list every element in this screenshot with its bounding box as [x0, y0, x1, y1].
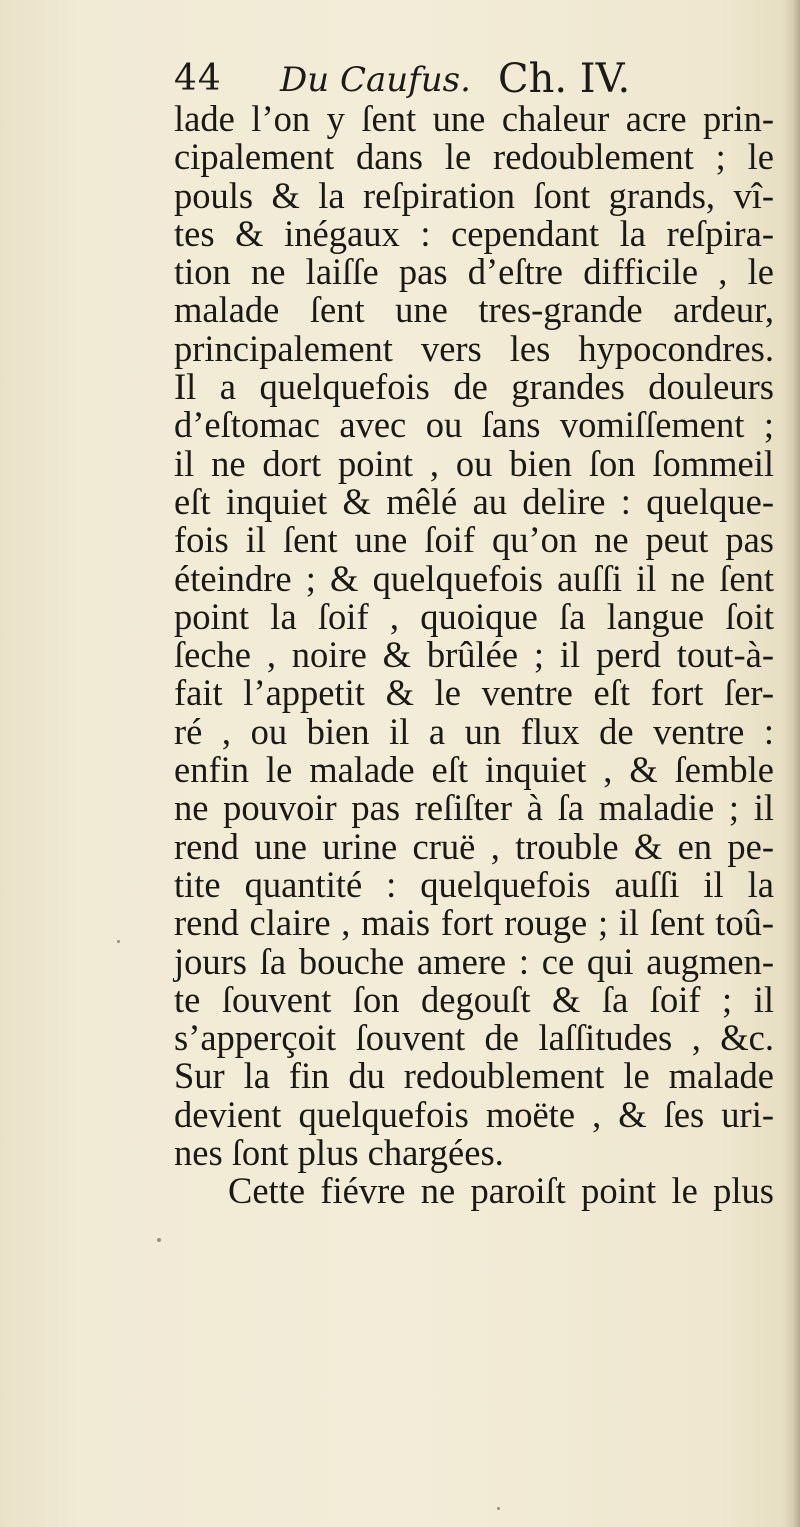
text-line: tite quantité : quelquefois auſſi il la: [174, 863, 774, 905]
ink-speck: [497, 1507, 500, 1510]
text-line: tes & inégaux : cependant la reſpira-: [174, 212, 774, 254]
text-line: point la ſoif , quoique ſa langue ſoit: [174, 595, 774, 637]
text-line: fois il ſent une ſoif qu’on ne peut pas: [174, 519, 774, 561]
text-line: Cette fiévre ne paroiſt point le plus: [228, 1170, 774, 1212]
chapter-label: Ch. IV.: [498, 56, 631, 102]
text-line: eſt inquiet & mêlé au delire : quelque-: [174, 480, 774, 522]
text-line: s’apperçoit ſouvent de laſſitudes , &c.: [174, 1017, 774, 1059]
running-title: Du Caufus.: [280, 60, 471, 100]
body-text: [174, 100, 774, 1211]
text-line: pouls & la reſpiration ſont grands, vî-: [174, 174, 774, 216]
text-line: te ſouvent ſon degouſt & ſa ſoif ; il: [174, 978, 774, 1020]
text-line: cipalement dans le redoublement ; le: [174, 136, 774, 178]
ink-speck: [117, 940, 120, 943]
text-line: fait l’appetit & le ventre eſt fort ſer-: [174, 672, 774, 714]
text-line: ne pouvoir pas reſiſter à ſa maladie ; il: [174, 787, 774, 829]
text-line: Il a quelquefois de grandes douleurs: [174, 366, 774, 408]
text-line: lade l’on y ſent une chaleur acre prin-: [174, 98, 774, 139]
text-line: Sur la fin du redoublement le malade: [174, 1055, 774, 1097]
text-line: jours ſa bouche amere : ce qui augmen-: [174, 940, 774, 982]
ink-speck: [157, 1238, 161, 1242]
text-line: rend claire , mais fort rouge ; il ſent toû-: [174, 902, 774, 944]
text-line: d’eſtomac avec ou ſans vomiſſement ;: [174, 404, 774, 446]
text-line: nes ſont plus chargées.: [174, 1132, 504, 1174]
text-line: enfin le malade eſt inquiet , & ſemble: [174, 749, 774, 791]
text-line: éteindre ; & quelquefois auſſi il ne ſent: [174, 557, 774, 599]
text-line: il ne dort point , ou bien ſon ſommeil: [174, 442, 774, 484]
page-gutter-shadow: [782, 0, 800, 1527]
page-number: 44: [174, 58, 222, 99]
text-line: tion ne laiſſe pas d’eſtre difficile , le: [174, 251, 774, 293]
text-line: devient quelquefois moëte , & ſes uri-: [174, 1093, 774, 1135]
text-line: malade ſent une tres-grande ardeur,: [174, 289, 774, 331]
text-line: ré , ou bien il a un flux de ventre :: [174, 710, 774, 752]
text-line: ſeche , noire & brûlée ; il perd tout-à-: [174, 634, 774, 676]
text-line: rend une urine cruë , trouble & en pe-: [174, 825, 774, 867]
text-line: principalement vers les hypocondres.: [174, 327, 774, 369]
